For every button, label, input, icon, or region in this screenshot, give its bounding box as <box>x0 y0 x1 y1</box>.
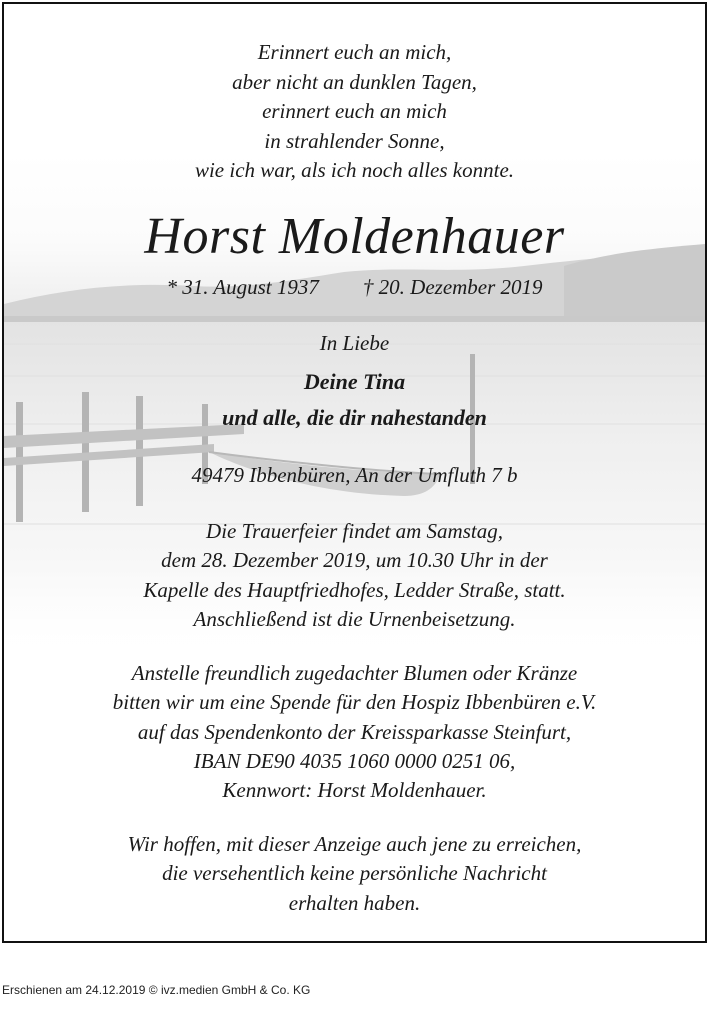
closing-note <box>4 830 705 918</box>
poem-line: erinnert euch an mich <box>262 99 447 123</box>
poem-line: aber nicht an dunklen Tagen, <box>232 69 477 94</box>
address: 49479 Ibbenbüren, An der Umfluth 7 b <box>191 463 518 487</box>
closing-line: Wir hoffen, mit dieser Anzeige auch jene zu erreichen, <box>127 832 582 856</box>
mourner-line: Deine Tina <box>303 369 406 394</box>
donation-line: IBAN DE90 4035 1060 0000 0251 06, <box>193 748 516 773</box>
funeral-info <box>4 517 705 634</box>
donation-line: Kennwort: Horst Moldenhauer. <box>222 778 487 803</box>
poem-line: in strahlender Sonne, <box>264 128 445 153</box>
funeral-line: Kapelle des Hauptfriedhofes, Ledder Straße, statt. <box>143 577 566 602</box>
poem-line: wie ich war, als ich noch alles konnte. <box>194 158 515 182</box>
donation-line: Anstelle freundlich zugedachter Blumen oder Kränze <box>131 661 578 685</box>
obituary-notice <box>2 2 707 943</box>
life-dates <box>4 272 705 302</box>
closing-line: erhalten haben. <box>288 890 421 915</box>
poem-line: Erinnert euch an mich, <box>257 40 452 64</box>
mourners <box>4 364 705 436</box>
deceased-name: Horst Moldenhauer <box>144 208 565 265</box>
birth-date: * 31. August 1937 <box>166 275 319 299</box>
donation-line: auf das Spendenkonto der Kreissparkasse Steinfurt, <box>137 719 572 744</box>
funeral-line: dem 28. Dezember 2019, um 10.30 Uhr in der <box>161 548 548 573</box>
closing-line: die versehentlich keine persönliche Nachricht <box>162 861 547 886</box>
donation-line: bitten wir um eine Spende für den Hospiz Ibbenbüren e.V. <box>112 690 597 715</box>
publication-footer: Erschienen am 24.12.2019 © ivz.medien GmbH & Co. KG <box>2 983 311 997</box>
funeral-line: Anschließend ist die Urnenbeisetzung. <box>193 606 516 631</box>
poem <box>4 38 705 186</box>
death-date: † 20. Dezember 2019 <box>362 275 543 299</box>
mourner-line: und alle, die dir nahestanden <box>222 405 487 430</box>
funeral-line: Die Trauerfeier findet am Samstag, <box>206 519 503 543</box>
in-love-label: In Liebe <box>319 331 390 355</box>
donation-info <box>4 659 705 805</box>
